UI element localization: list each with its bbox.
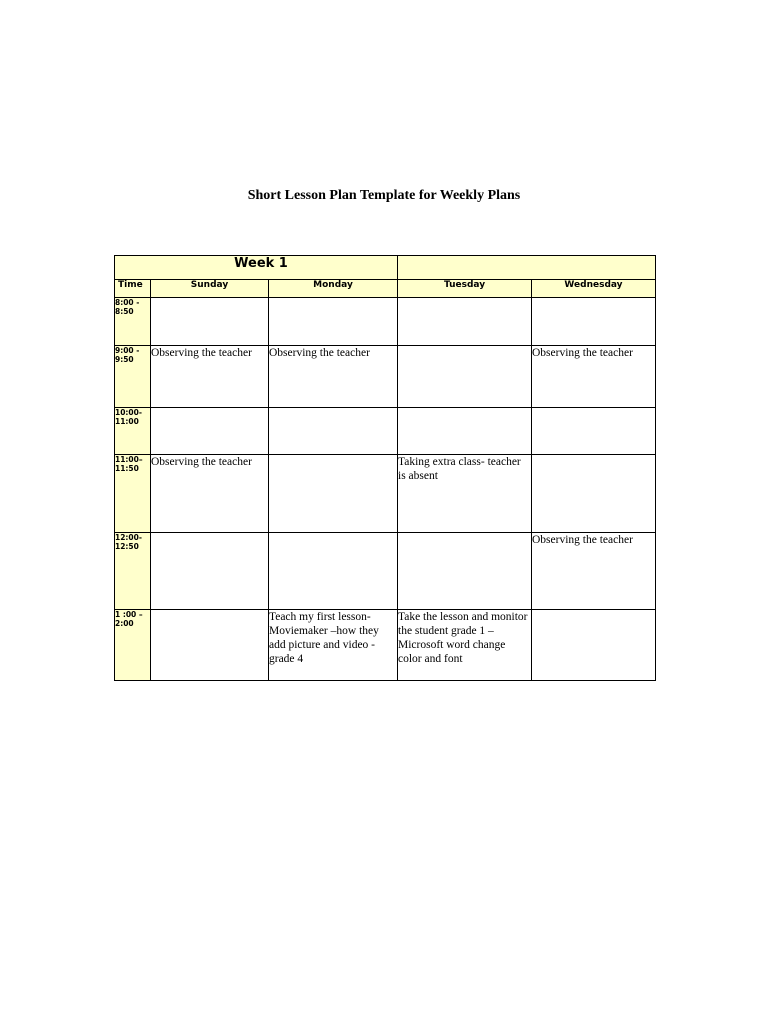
wednesday-cell <box>532 610 656 681</box>
monday-column-header: Monday <box>269 280 398 298</box>
monday-cell <box>269 408 398 455</box>
wednesday-cell <box>532 298 656 346</box>
monday-cell <box>269 533 398 610</box>
time-slot-cell: 11:00– 11:50 <box>115 455 151 533</box>
wednesday-cell: Observing the teacher <box>532 346 656 408</box>
sunday-cell: Observing the teacher <box>151 346 269 408</box>
lesson-plan-table <box>114 255 656 681</box>
monday-cell <box>269 298 398 346</box>
sunday-cell: Observing the teacher <box>151 455 269 533</box>
week-label: Week 1 <box>115 256 398 280</box>
sunday-cell <box>151 298 269 346</box>
document-title: Short Lesson Plan Template for Weekly Plans <box>247 188 521 203</box>
time-slot-cell: 9:00 - 9:50 <box>115 346 151 408</box>
time-slot-cell: 1 :00 – 2:00 <box>115 610 151 681</box>
tuesday-cell <box>398 298 532 346</box>
column-header-row <box>115 280 656 298</box>
sunday-cell <box>151 610 269 681</box>
sunday-column-header: Sunday <box>151 280 269 298</box>
wednesday-cell: Observing the teacher <box>532 533 656 610</box>
tuesday-cell: Take the lesson and monitor the student grade 1 – Microsoft word change color and font <box>398 610 532 681</box>
tuesday-cell: Taking extra class- teacher is absent <box>398 455 532 533</box>
table-row <box>115 346 656 408</box>
week-header-row <box>115 256 656 280</box>
table-row <box>115 533 656 610</box>
table-row <box>115 455 656 533</box>
table-row <box>115 298 656 346</box>
time-slot-cell: 8:00 - 8:50 <box>115 298 151 346</box>
time-slot-cell: 12:00- 12:50 <box>115 533 151 610</box>
tuesday-cell <box>398 408 532 455</box>
sunday-cell <box>151 408 269 455</box>
time-slot-cell: 10:00- 11:00 <box>115 408 151 455</box>
week-header-blank <box>398 256 656 280</box>
sunday-cell <box>151 533 269 610</box>
time-column-header: Time <box>115 280 151 298</box>
wednesday-cell <box>532 408 656 455</box>
tuesday-cell <box>398 533 532 610</box>
wednesday-column-header: Wednesday <box>532 280 656 298</box>
monday-cell: Teach my first lesson- Moviemaker –how they add picture and video -grade 4 <box>269 610 398 681</box>
tuesday-column-header: Tuesday <box>398 280 532 298</box>
wednesday-cell <box>532 455 656 533</box>
table-row <box>115 408 656 455</box>
table-row <box>115 610 656 681</box>
tuesday-cell <box>398 346 532 408</box>
monday-cell <box>269 455 398 533</box>
monday-cell: Observing the teacher <box>269 346 398 408</box>
